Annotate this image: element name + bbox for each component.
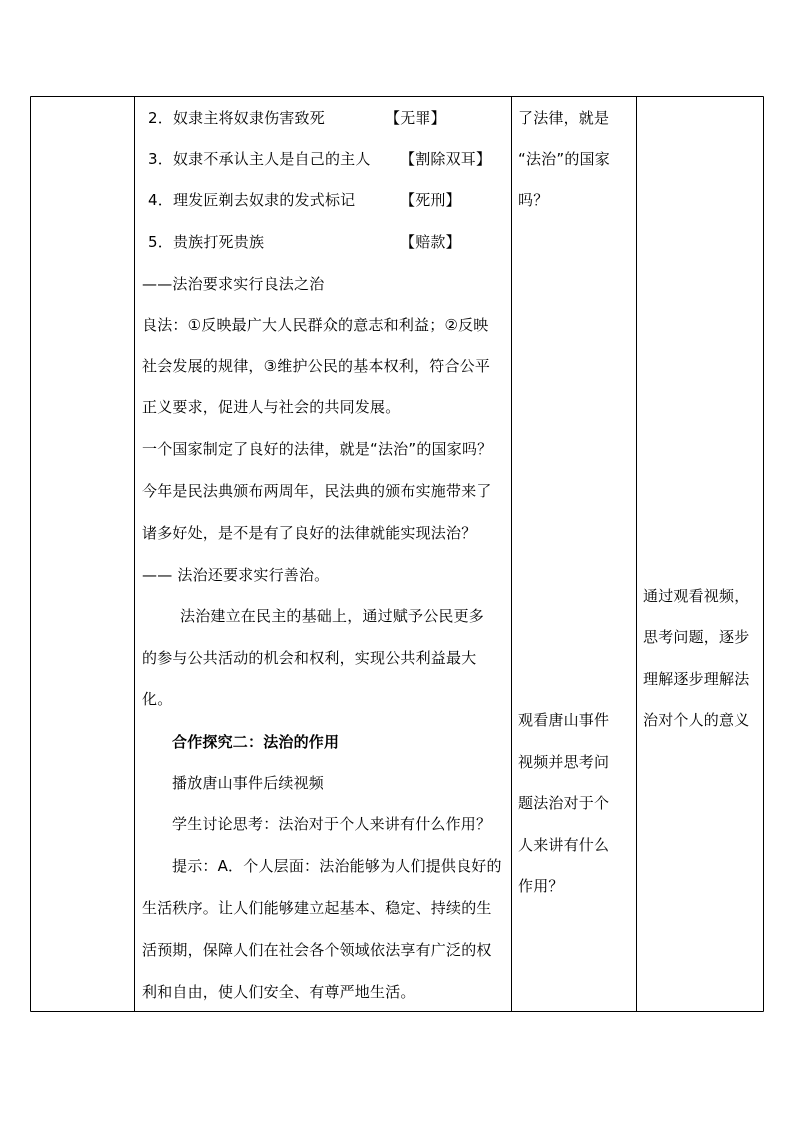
hint-line: 利和自由，使人们安全、有尊严地生活。 [142,983,416,1001]
hint-line: 活预期，保障人们在社会各个领域依法享有广泛的权 [142,941,492,959]
student-activity-line: “法治”的国家 [518,150,610,168]
list-item-penalty: 【死刑】 [400,191,461,209]
point-good-law: ——法治要求实行良法之治 [142,275,325,293]
student-activity-line: 了法律，就是 [518,109,610,127]
list-item-penalty: 【赔款】 [400,233,461,251]
student-activity-line: 视频并思考问 [518,753,610,771]
video-line: 播放唐山事件后续视频 [172,774,325,792]
student-activity-line: 人来讲有什么 [518,836,610,854]
question-line: 一个国家制定了良好的法律，就是“法治”的国家吗？ [142,440,493,458]
student-activity-line: 观看唐山事件 [518,711,610,729]
good-law-line: 良法：①反映最广大人民群众的意志和利益；②反映 [142,316,489,334]
list-item-text: 4．理发匠剃去奴隶的发式标记 [148,191,356,209]
point-good-governance: —— 法治还要求实行善治。 [142,566,330,584]
design-intent-line: 理解逐步理解法 [643,670,750,688]
student-activity-line: 吗？ [518,191,549,209]
list-item-penalty: 【割除双耳】 [400,150,492,168]
good-law-line: 正义要求，促进人与社会的共同发展。 [142,398,401,416]
discuss-line: 学生讨论思考：法治对于个人来讲有什么作用？ [172,815,492,833]
design-intent-line: 通过观看视频， [643,587,750,605]
democracy-line: 化。 [142,690,173,708]
list-item-text: 2．奴隶主将奴隶伤害致死 [148,109,325,127]
democracy-line: 的参与公共活动的机会和权利，实现公共利益最大 [142,649,477,667]
question-line: 诸多好处，是不是有了良好的法律就能实现法治？ [142,524,477,542]
hint-line: 提示：A．个人层面：法治能够为人们提供良好的 [172,857,502,875]
list-item-text: 3．奴隶不承认主人是自己的主人 [148,150,371,168]
design-intent-line: 思考问题，逐步 [643,628,750,646]
question-line: 今年是民法典颁布两周年，民法典的颁布实施带来了 [142,482,492,500]
design-intent-line: 治对个人的意义 [643,711,750,729]
list-item-text: 5．贵族打死贵族 [148,233,265,251]
student-activity-line: 作用？ [518,877,564,895]
hint-line: 生活秩序。让人们能够建立起基本、稳定、持续的生 [142,899,492,917]
section-title: 合作探究二：法治的作用 [172,733,340,751]
democracy-line: 法治建立在民主的基础上，通过赋予公民更多 [180,607,485,625]
student-activity-line: 题法治对于个 [518,794,610,812]
good-law-line: 社会发展的规律，③维护公民的基本权利，符合公平 [142,357,491,375]
list-item-penalty: 【无罪】 [385,109,446,127]
